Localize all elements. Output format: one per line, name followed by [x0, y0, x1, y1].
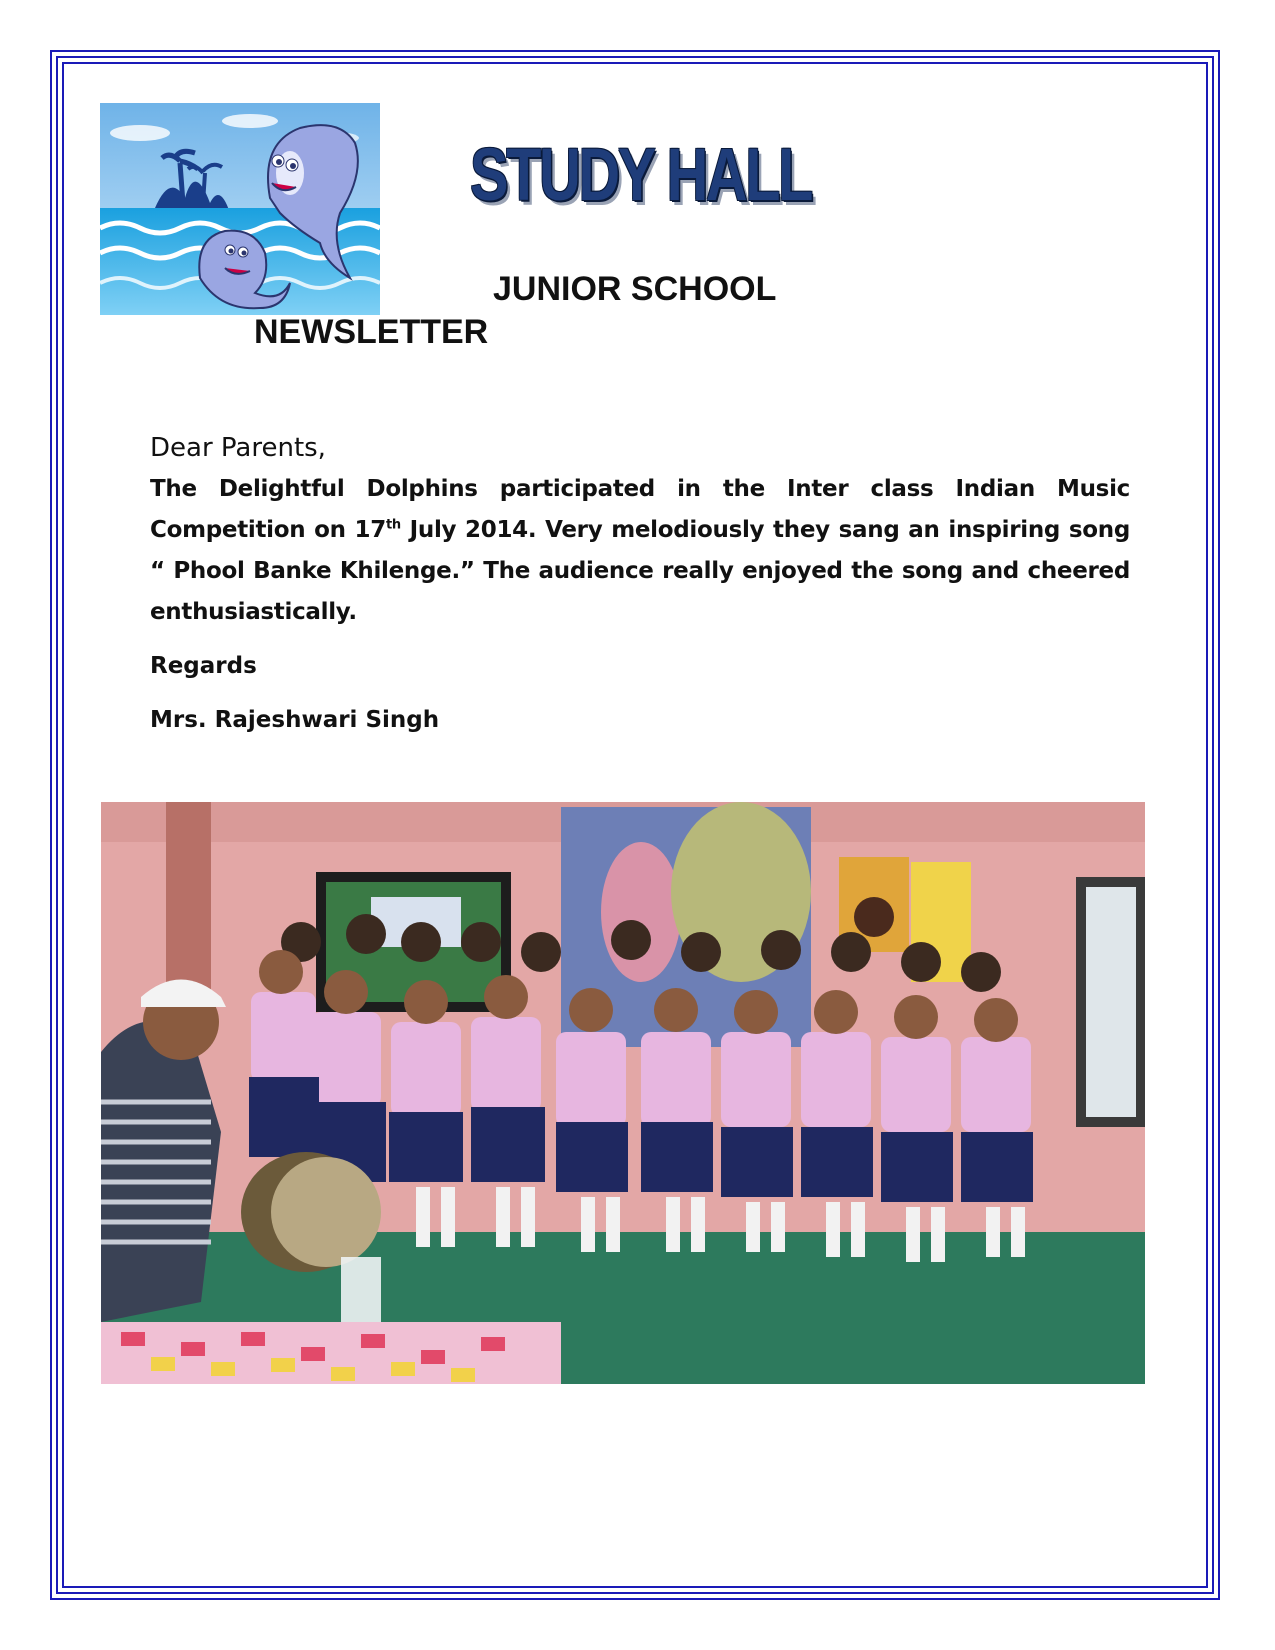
- dolphin-clipart: [100, 103, 380, 315]
- letter-paragraph-part1: The Delightful Dolphins participated in the Inter class Indian Music Competition on 17: [150, 476, 1130, 543]
- choir-photo: [101, 802, 1145, 1384]
- letter-body: [150, 433, 1130, 733]
- letter-paragraph-part2: July 2014. Very melodiously they sang an inspiring song “ Phool Banke Khilenge.” The audience really enjoyed the song and cheered enthusiastically.: [150, 517, 1130, 625]
- letter-regards: Regards: [150, 653, 257, 679]
- newsletter-subtitle-newsletter: NEWSLETTER: [254, 313, 489, 351]
- date-ordinal-suffix: th: [385, 517, 401, 533]
- letter-greeting: Dear Parents,: [150, 433, 326, 463]
- newsletter-subtitle-school: JUNIOR SCHOOL: [493, 270, 777, 308]
- letter-paragraph: [150, 469, 1130, 633]
- newsletter-title: STUDY HALL: [470, 133, 812, 216]
- letter-signature: Mrs. Rajeshwari Singh: [150, 707, 440, 733]
